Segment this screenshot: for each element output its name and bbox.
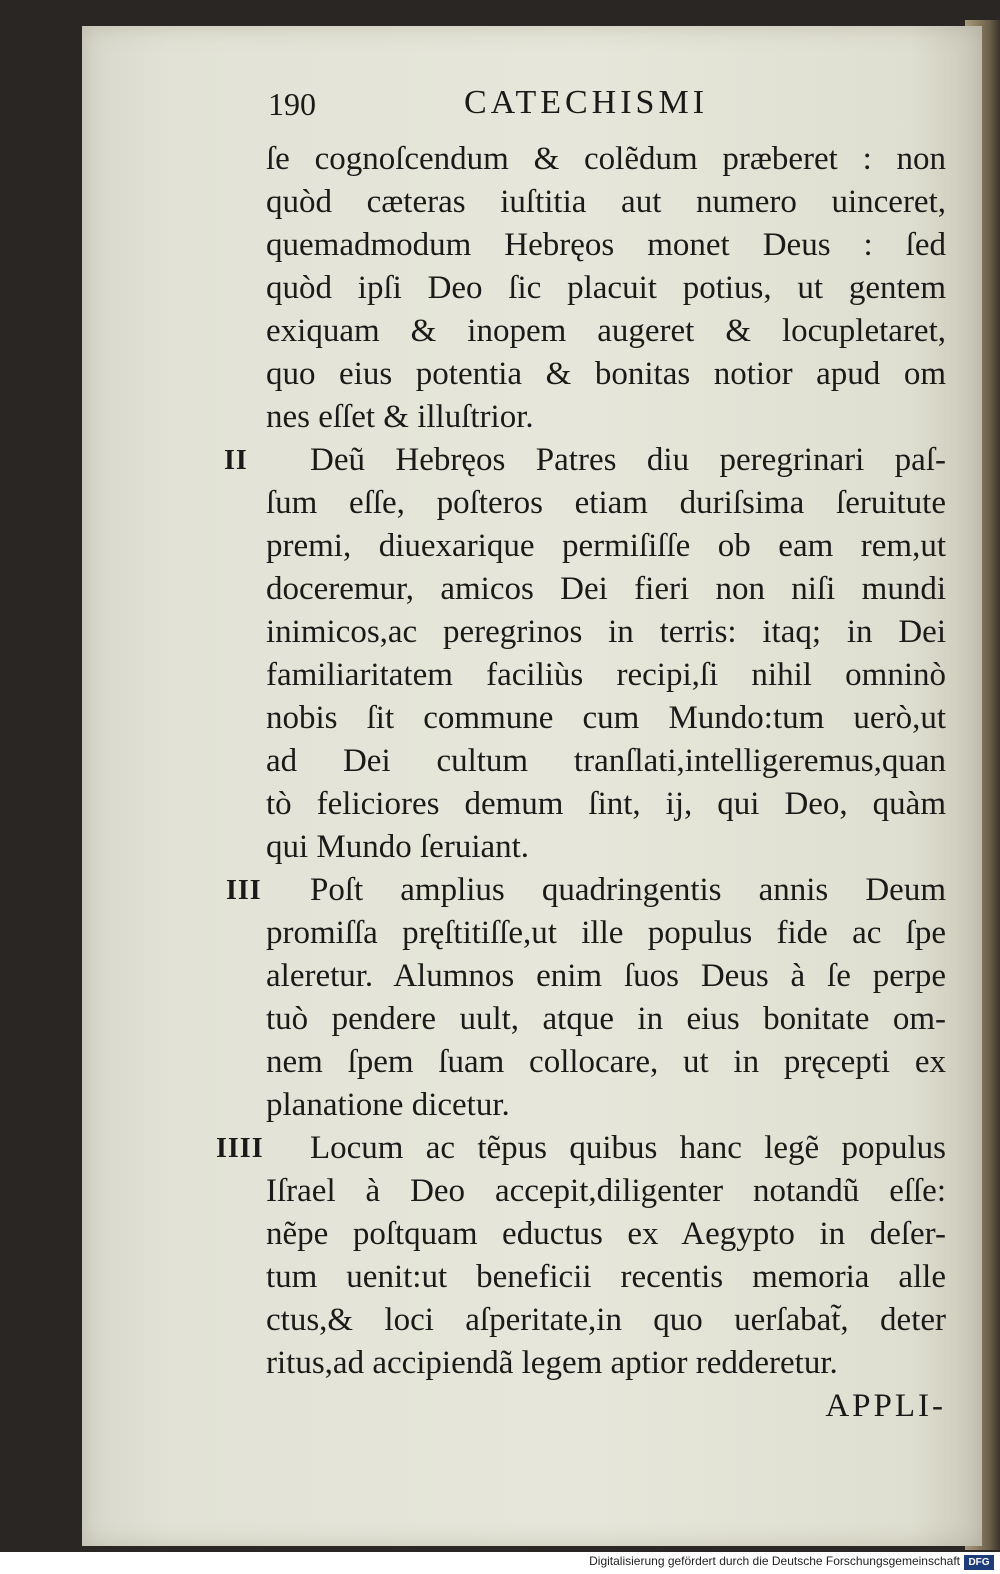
text-line: inimicos,ac peregrinos in terris: itaq; in Dei: [266, 614, 946, 650]
text-line: ctus,& loci aſperitate,in quo uerſabat̃, deter: [266, 1302, 946, 1338]
dfg-logo: DFG: [964, 1555, 994, 1570]
text-line: ſe cognoſcendum & colẽdum præberet : non: [266, 141, 946, 177]
text-line: familiaritatem faciliùs recipi,ſi nihil omninò: [266, 657, 946, 693]
text-block: [216, 138, 946, 1428]
text-line: tum uenit:ut beneficii recentis memoria alle: [266, 1259, 946, 1295]
text-line: [226, 869, 946, 912]
footer-bar: [0, 1552, 1000, 1574]
paragraph-marker: II: [224, 445, 248, 476]
text-line: ſum eſſe, poſteros etiam duriſsima ſeruitute: [266, 485, 946, 521]
text-line: aleretur. Alumnos enim ſuos Deus à ſe perpe: [266, 958, 946, 994]
text-line: tò feliciores demum ſint, ij, qui Deo, quàm: [266, 786, 946, 822]
paragraph-marker: III: [226, 875, 262, 906]
catchword: APPLI-: [825, 1388, 946, 1424]
line-text: Locum ac tẽpus quibus hanc legẽ populus: [310, 1130, 946, 1166]
text-line: quemadmodum Hebręos monet Deus : ſed: [266, 227, 946, 263]
text-line: quòd cæteras iuſtitia aut numero uinceret,: [266, 184, 946, 220]
text-line: nẽpe poſtquam eductus ex Aegypto in deſer-: [266, 1216, 946, 1252]
text-line: ritus,ad accipiendã legem aptior redderetur.: [266, 1345, 838, 1381]
paragraph-marker: IIII: [216, 1133, 264, 1164]
text-line: qui Mundo ſeruiant.: [266, 829, 530, 865]
text-line: quòd ipſi Deo ſic placuit potius, ut gentem: [266, 270, 946, 306]
text-line: premi, diuexarique permiſiſſe ob eam rem,ut: [266, 528, 946, 564]
running-head: CATECHISMI: [464, 84, 709, 121]
text-line: exiquam & inopem augeret & locupletaret,: [266, 313, 946, 349]
page-number: 190: [268, 86, 316, 122]
line-text: Deũ Hebręos Patres diu peregrinari paſ-: [310, 442, 946, 478]
text-line: [216, 1127, 946, 1170]
text-line: tuò pendere uult, atque in eius bonitate om-: [266, 1001, 946, 1037]
text-line: nes eſſet & illuſtrior.: [266, 399, 534, 435]
text-line: nem ſpem ſuam collocare, ut in pręcepti ex: [266, 1044, 946, 1080]
text-line: quo eius potentia & bonitas notior apud om: [266, 356, 946, 392]
text-line: planatione dicetur.: [266, 1087, 510, 1123]
line-text: Poſt amplius quadringentis annis Deum: [310, 872, 946, 908]
text-line: Iſrael à Deo accepit,diligenter notandũ eſſe:: [266, 1173, 946, 1209]
text-line: doceremur, amicos Dei fieri non niſi mundi: [266, 571, 946, 607]
footer-credit: Digitalisierung gefördert durch die Deutsche Forschungsgemeinschaft: [589, 1554, 960, 1568]
text-line: [224, 439, 946, 482]
text-line: promiſſa pręſtitiſſe,ut ille populus fide ac ſpe: [266, 915, 946, 951]
text-line: ad Dei cultum tranſlati,intelligeremus,quan: [266, 743, 946, 779]
text-line: nobis ſit commune cum Mundo:tum uerò,ut: [266, 700, 946, 736]
page-header: [268, 84, 958, 128]
